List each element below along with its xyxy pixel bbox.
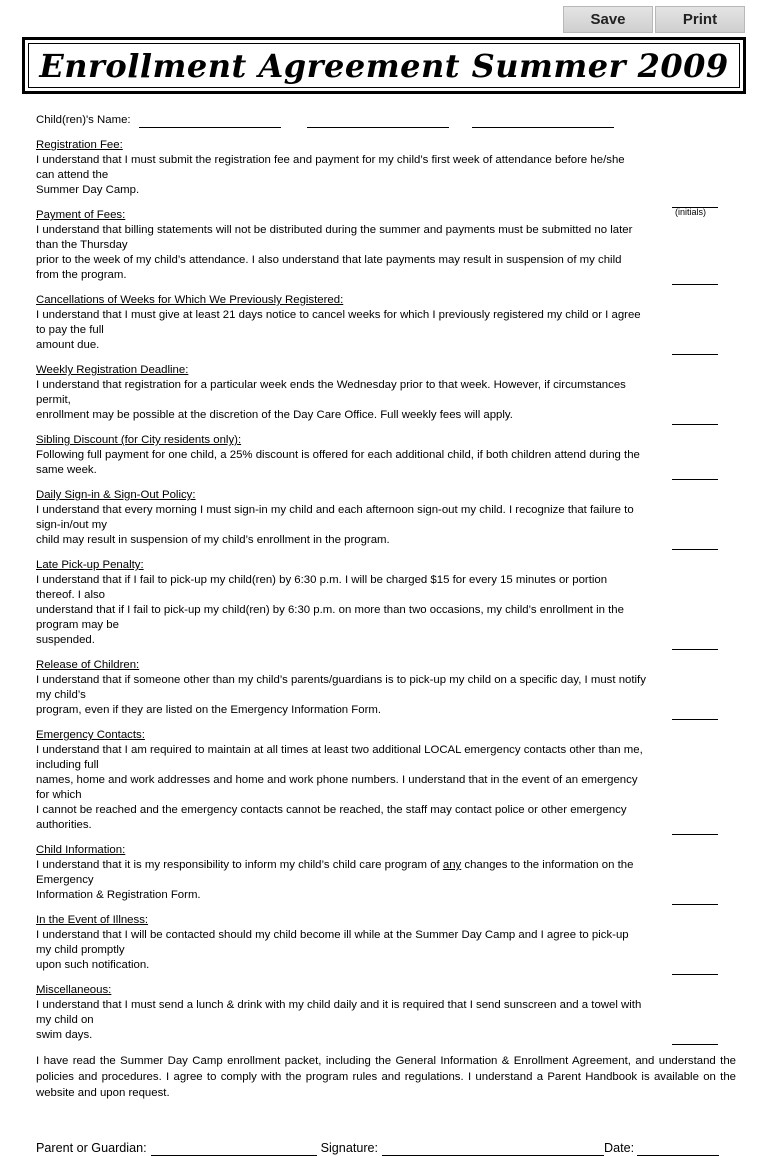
- section-line: swim days.: [36, 1029, 93, 1041]
- agreement-sections: [36, 138, 736, 1043]
- section-title: Registration Fee:: [36, 139, 123, 151]
- agreement-section: [36, 983, 736, 1043]
- initials-field[interactable]: [672, 1044, 718, 1045]
- agreement-section: [36, 913, 736, 973]
- signature-label: Signature:: [320, 1141, 379, 1155]
- child-name-field-2[interactable]: [307, 114, 449, 128]
- toolbar: [563, 6, 747, 33]
- print-button[interactable]: Print: [655, 6, 745, 33]
- child-name-field-3[interactable]: [472, 114, 614, 128]
- section-text: I understand that it is my responsibility to inform my child’s child care program of: [36, 859, 443, 871]
- initials-label: (initials): [674, 207, 706, 217]
- children-name-label: Child(ren)'s Name:: [36, 114, 131, 126]
- page-title: Enrollment Agreement Summer 2009: [39, 46, 729, 85]
- initials-field[interactable]: [672, 479, 718, 480]
- section-line: I understand that I must submit the registration fee and payment for my child’s first week of attendance before he/she can attend the: [36, 154, 625, 181]
- section-line: I understand that I will be contacted should my child become ill while at the Summer Day Camp and I agree to pick-up my child promptly: [36, 929, 629, 956]
- date-field[interactable]: [637, 1141, 719, 1156]
- section-title: Release of Children:: [36, 659, 140, 671]
- section-line: I understand that if I fail to pick-up my child(ren) by 6:30 p.m. I will be charged $15 for every 15 minutes or portion thereof. I also: [36, 574, 608, 601]
- agreement-section: [36, 293, 736, 353]
- child-name-field-1[interactable]: [139, 114, 281, 128]
- initials-field[interactable]: [672, 974, 718, 975]
- initials-field[interactable]: [672, 719, 718, 720]
- section-line: names, home and work addresses and home and work phone numbers. I understand that in the event of an emergency for which: [36, 774, 638, 801]
- initials-field[interactable]: [672, 284, 718, 285]
- title-inner-border: [28, 43, 740, 88]
- initials-field[interactable]: [672, 904, 718, 905]
- section-line: I understand that billing statements will not be distributed during the summer and payments must be submitted no later than the Thursday: [36, 224, 633, 251]
- section-title: Late Pick-up Penalty:: [36, 559, 144, 571]
- agreement-section: [36, 728, 736, 833]
- initials-field[interactable]: [672, 354, 718, 355]
- date-label: Date:: [604, 1141, 635, 1155]
- signature-row: [36, 1141, 736, 1156]
- section-title: Daily Sign-in & Sign-Out Policy:: [36, 489, 196, 501]
- section-line: I understand that if someone other than my child’s parents/guardians is to pick-up my child on a specific day, I must notify my child’s: [36, 674, 646, 701]
- section-line: [36, 858, 646, 888]
- agreement-content: [36, 112, 736, 1156]
- section-line: Summer Day Camp.: [36, 184, 140, 196]
- section-line: I understand that every morning I must sign-in my child and each afternoon sign-out my child. I recognize that failure to sign-in/out my: [36, 504, 634, 531]
- closing-statement: I have read the Summer Day Camp enrollment packet, including the General Information & Enrollment Agreement, and understand the policies and procedures. I agree to comply with the program rules and regulations. I understand a Parent Handbook is available on the website and upon request.: [36, 1055, 736, 1099]
- section-title: In the Event of Illness:: [36, 914, 149, 926]
- parent-guardian-label: Parent or Guardian:: [36, 1141, 147, 1155]
- section-line: prior to the week of my child’s attendance. I also understand that late payments may result in suspension of my child from the program.: [36, 254, 622, 281]
- agreement-section: [36, 843, 736, 903]
- signature-field[interactable]: [382, 1141, 604, 1156]
- section-text: any: [442, 859, 462, 871]
- title-frame: [22, 37, 746, 94]
- parent-guardian-field[interactable]: [151, 1141, 317, 1156]
- save-button[interactable]: Save: [563, 6, 653, 33]
- section-line: I understand that I must give at least 21 days notice to cancel weeks for which I previously registered my child or I agree to pay the full: [36, 309, 641, 336]
- section-title: Weekly Registration Deadline:: [36, 364, 189, 376]
- section-title: Payment of Fees:: [36, 209, 126, 221]
- agreement-section: [36, 363, 736, 423]
- section-text: changes to the information on the Emergency: [36, 859, 634, 886]
- section-title: Emergency Contacts:: [36, 729, 145, 741]
- section-line: suspended.: [36, 634, 95, 646]
- section-title: Cancellations of Weeks for Which We Previously Registered:: [36, 294, 344, 306]
- section-line: upon such notification.: [36, 959, 150, 971]
- section-line: child may result in suspension of my child’s enrollment in the program.: [36, 534, 390, 546]
- section-title: Miscellaneous:: [36, 984, 112, 996]
- initials-field[interactable]: [672, 834, 718, 835]
- section-line: amount due.: [36, 339, 100, 351]
- agreement-section: [36, 658, 736, 718]
- section-title: Sibling Discount (for City residents only):: [36, 434, 242, 446]
- section-line: enrollment may be possible at the discretion of the Day Care Office. Full weekly fees will apply.: [36, 409, 513, 421]
- section-title: Child Information:: [36, 844, 126, 856]
- section-line: I understand that I must send a lunch & drink with my child daily and it is required that I send sunscreen and a towel with my child on: [36, 999, 642, 1026]
- initials-field[interactable]: [672, 549, 718, 550]
- section-line: I understand that registration for a particular week ends the Wednesday prior to that week. However, if circumstances permit,: [36, 379, 626, 406]
- section-line: Information & Registration Form.: [36, 889, 201, 901]
- initials-field[interactable]: [672, 424, 718, 425]
- section-line: understand that if I fail to pick-up my child(ren) by 6:30 p.m. on more than two occasions, my child’s enrollment in the program may be: [36, 604, 624, 631]
- section-line: program, even if they are listed on the Emergency Information Form.: [36, 704, 382, 716]
- agreement-section: [36, 488, 736, 548]
- children-names-row: [36, 112, 736, 128]
- section-line: I cannot be reached and the emergency contacts cannot be reached, the staff may contact police or other emergency authorities.: [36, 804, 627, 831]
- agreement-section: [36, 433, 736, 478]
- agreement-section: [36, 558, 736, 648]
- initials-field[interactable]: [672, 649, 718, 650]
- section-line: I understand that I am required to maintain at all times at least two additional LOCAL emergency contacts other than me, including full: [36, 744, 643, 771]
- agreement-section: [36, 208, 736, 283]
- section-line: Following full payment for one child, a 25% discount is offered for each additional child, if both children attend during the same week.: [36, 449, 640, 476]
